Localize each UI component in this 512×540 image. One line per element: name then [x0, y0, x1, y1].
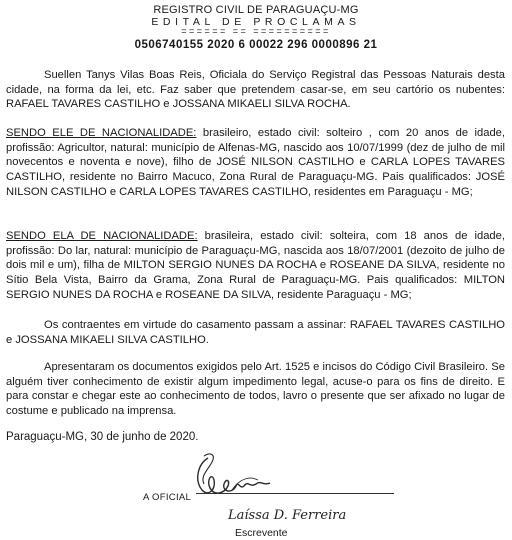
title-underline: ====== == ==========	[181, 26, 331, 36]
signer-role: Escrevente	[235, 527, 288, 539]
handwritten-signature	[180, 450, 290, 505]
issue-date: Paraguaçu-MG, 30 de junho de 2020.	[6, 431, 199, 443]
intro-text: Suellen Tanys Vilas Boas Reis, Oficiala do Serviço Registral das Pessoas Naturais desta cidade, na forma da lei, etc. Faz saber que pretendem casar-se, em seu cartório os nubentes: RAFAEL TAVARES CASTILHO e JOSSANA MIKAELI SILVA ROCHA.	[6, 69, 505, 111]
documents-paragraph	[6, 360, 505, 419]
groom-paragraph	[6, 126, 505, 200]
signature-line	[196, 493, 394, 494]
bride-heading: SENDO ELA DE NACIONALIDADE:	[6, 230, 198, 242]
intro-paragraph	[6, 68, 505, 112]
contract-text: Os contraentes em virtude do casamento passam a assinar: RAFAEL TAVARES CASTILHO e JOSSANA MIKAELI SILVA CASTILHO.	[6, 319, 505, 346]
registration-code: 0506740155 2020 6 00022 296 0000896 21	[134, 39, 378, 51]
signer-name-stamp: Laíssa D. Ferreira	[228, 508, 347, 523]
contract-paragraph	[6, 318, 505, 347]
edict-title: EDITAL DE PROCLAMAS	[151, 16, 361, 28]
signature-block	[0, 450, 512, 540]
official-label: A OFICIAL	[143, 492, 192, 503]
groom-heading: SENDO ELE DE NACIONALIDADE:	[6, 127, 197, 139]
bride-text: brasileira, estado civil: solteira, com 18 anos de idade, profissão: Do lar, natural: município de Paraguaçu-MG, nascida aos 18/07/2001 (dezoito de julho de dois mil e um), filha de MILTON SERGIO NUNES DA ROCHA e ROSEANE DA SILVA, residente no Sítio Bela Vista, Bairro da Grama, Zona Rural de Paraguaçu-MG. Pais qualificados: MILTON SERGIO NUNES DA ROCHA e ROSEANE DA SILVA, residente Paraguaçu - MG;	[6, 230, 505, 301]
registry-name: REGISTRO CIVIL DE PARAGUAÇU-MG	[153, 4, 359, 16]
groom-text: brasileiro, estado civil: solteiro , com 20 anos de idade, profissão: Agricultor, natural: município de Alfenas-MG, nascido aos 10/07/1999 (dez de julho de mil novecentos e noventa e nove), filho de JOSÉ NILSON CASTILHO e CARLA LOPES TAVARES CASTILHO, residente no Bairro Macuco, Zona Rural de Paraguaçu-MG. Pais qualificados: JOSÉ NILSON CASTILHO e CARLA LOPES TAVARES CASTILHO, residentes em Paraguaçu - MG;	[6, 127, 506, 198]
bride-paragraph	[6, 229, 505, 303]
documents-text: Apresentaram os documentos exigidos pelo Art. 1525 e incisos do Código Civil Brasileiro. Se alguém tiver conhecimento de existir algum impedimento legal, acuse-o para os fins de direito. E para constar e chegar este ao conhecimento de todos, lavro o presente que ser afixado no lugar de costume e publicado na imprensa.	[6, 361, 505, 418]
